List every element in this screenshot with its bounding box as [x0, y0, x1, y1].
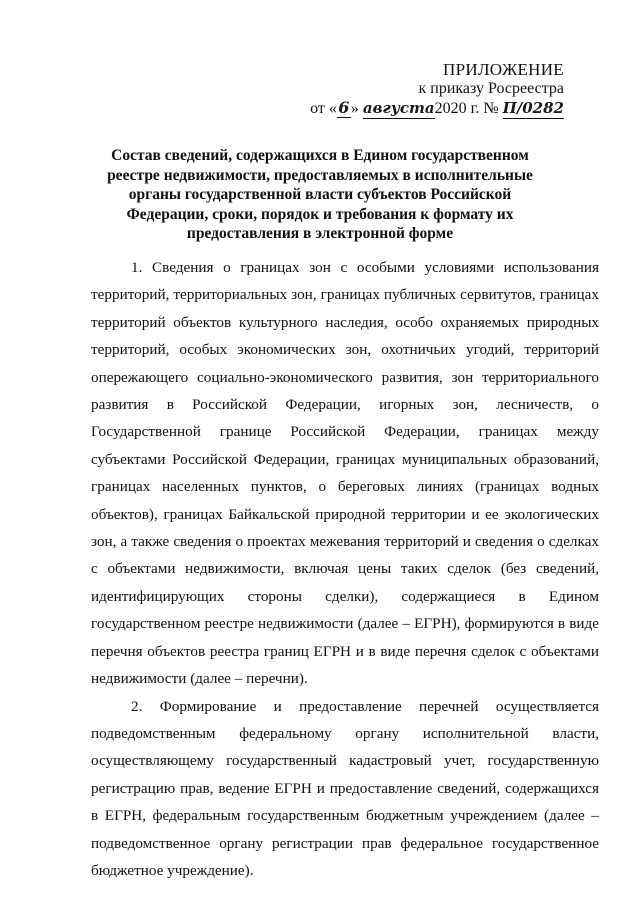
document-body	[91, 254, 599, 884]
appendix-title: ПРИЛОЖЕНИЕ	[443, 60, 564, 79]
handwritten-day: 6	[338, 98, 350, 117]
appendix-date-line	[310, 98, 564, 119]
handwritten-order-number: П/0282	[502, 99, 564, 117]
date-prefix: от «	[310, 100, 337, 117]
paragraph-2: 2. Формирование и предоставление перечней осуществляется подведомственным федеральному органу исполнительной власти, осуществляющему государственный кадастровый учет, государственную регистрацию прав, ведение ЕГРН и предоставление сведений, содержащихся в ЕГРН, федеральным государственным бюджетным учреждением (далее – подведомственное органу регистрации прав федеральное государственное бюджетное учреждение).	[91, 697, 599, 879]
appendix-header	[310, 60, 564, 119]
year-text: 2020 г. №	[434, 100, 499, 117]
handwritten-month: августа	[362, 99, 435, 117]
document-title: Состав сведений, содержащихся в Едином государственном реестре недвижимости, предоставляемых в исполнительные органы государственной власти субъектов Российской Федерации, сроки, порядок и требования к формату их предоставления в электронной форме	[107, 147, 533, 242]
paragraph-1: 1. Сведения о границах зон с особыми условиями использования территорий, территориальных зон, границах публичных сервитутов, границах территорий объектов культурного наследия, особо охраняемых природных территорий, особых экономических зон, охотничьих угодий, территорий опережающего социально-экономического развития, зон территориального развития в Российской Федерации, игорных зон, лесничеств, о Государственной границе Российской Федерации, границах между субъектами Российской Федерации, границах муниципальных образований, границах населенных пунктов, о береговых линиях (границах водных объектов), границах Байкальской природной территории и ее экологических зон, а также сведения о проектах межевания территорий и сведения о сделках с объектами недвижимости, включая цены таких сделок (без сведений, идентифицирующих стороны сделки), содержащиеся в Едином государственном реестре недвижимости (далее – ЕГРН), формируются в виде перечня объектов реестра границ ЕГРН и в виде перечня сделок с объектами недвижимости (далее – перечни).	[91, 259, 599, 688]
appendix-order-line: к приказу Росреестра	[418, 80, 564, 97]
date-mid: »	[350, 100, 359, 117]
